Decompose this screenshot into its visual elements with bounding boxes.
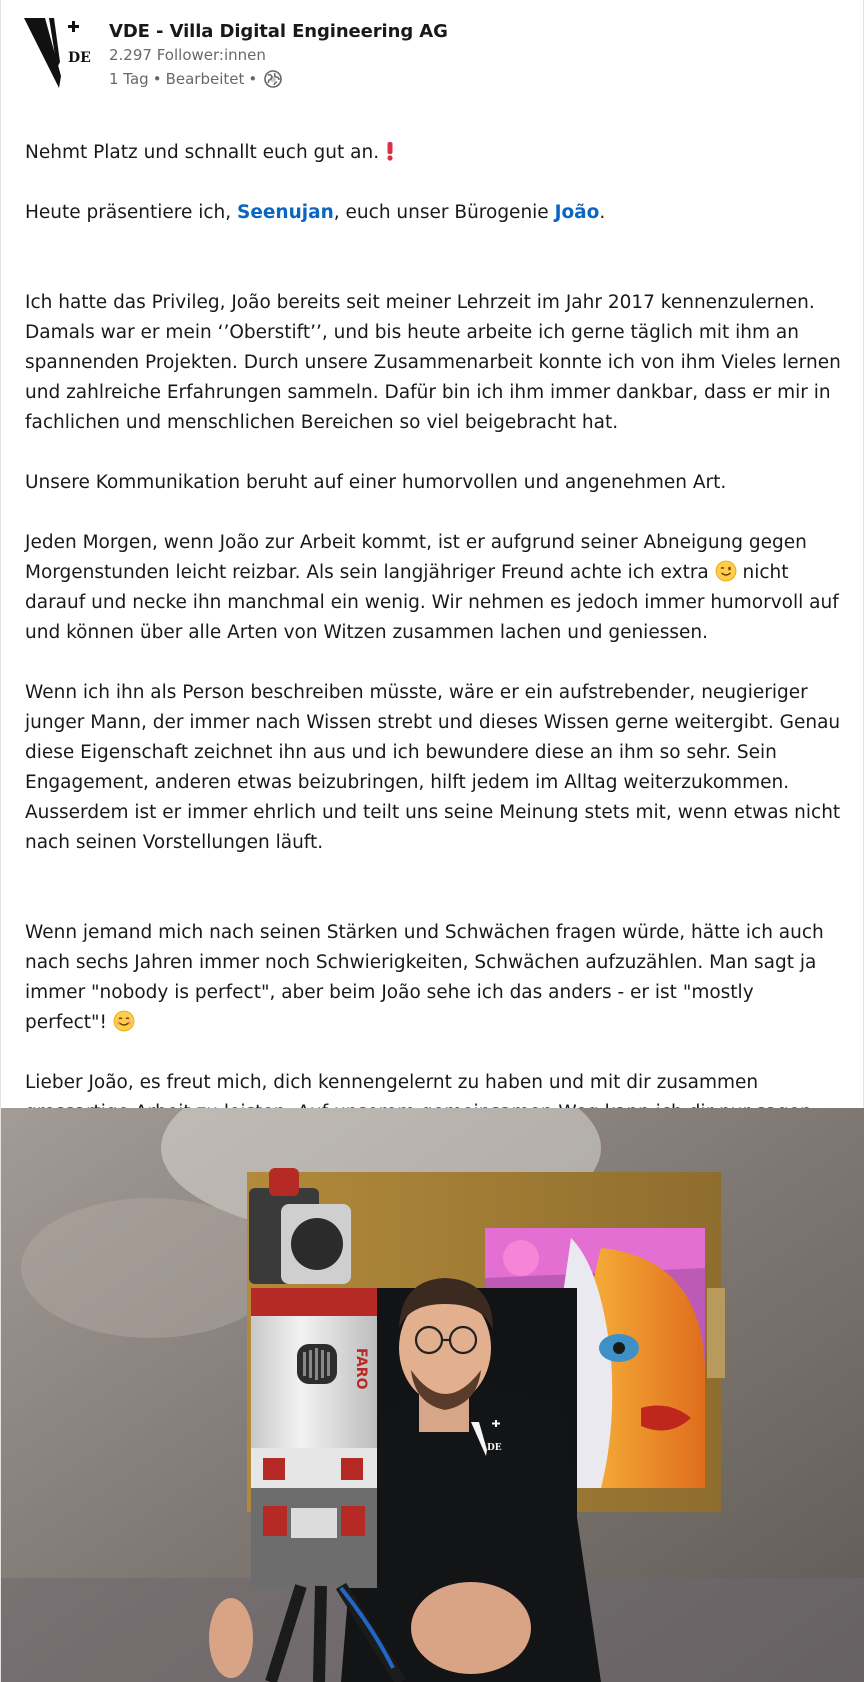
post-image[interactable] — [1, 1108, 864, 1682]
paragraph-3: Wenn ich ihn als Person beschreiben müsste, wäre er ein aufstrebender, neugieriger junger Mann, der immer nach Wissen strebt und dieses Wissen gerne weitergibt. Genau diese Eigenschaft zeichnet ihn aus und ich bewundere diese an ihm so sehr. Sein Engagement, anderen etwas beizubringen, hilft jedem im Alltag weiterzukommen. Ausserdem ist er immer ehrlich und teilt uns seine Meinung stets mit, wenn etwas nicht nach seinen Vorstellungen läuft. — [25, 682, 841, 853]
paragraph-1: Ich hatte das Privileg, João bereits seit meiner Lehrzeit im Jahr 2017 kennenzulernen. Damals war er mein ‘’Oberstift’’, und bis heute arbeite ich gerne täglich mit ihm an spannenden Projekten. Durch unsere Zusammenarbeit konnte ich von ihm Vieles lernen und zahlreiche Erfahrungen sammeln. Dafür bin ich ihm immer dankbar, dass er mir in fachlichen und menschlichen Bereichen so viel beigebracht hat. — [25, 292, 841, 433]
winking-face-emoji-icon — [715, 560, 737, 582]
company-logo[interactable] — [23, 16, 93, 90]
photo-illustration — [1, 1108, 864, 1682]
company-info — [109, 21, 448, 91]
follower-count: 2.297 Follower:innen — [109, 46, 266, 64]
meta-separator: • — [248, 70, 258, 88]
paragraph-2a: Unsere Kommunikation beruht auf einer humorvollen und angenehmen Art. — [25, 472, 727, 493]
post-time: 1 Tag — [109, 70, 149, 88]
edited-label: Bearbeitet — [165, 70, 245, 88]
mention-joao[interactable]: João — [554, 202, 600, 223]
logo-text: DE — [68, 50, 91, 66]
post-meta — [109, 67, 448, 91]
paragraph-5: Lieber João, es freut mich, dich kennengelernt zu haben und mit dir zusammen — [25, 1072, 759, 1093]
post-text — [25, 108, 841, 1248]
paragraph-2b: Jeden Morgen, wenn João zur Arbeit kommt, ist er aufgrund seiner Abneigung gegen Morgenstunden leicht reizbar. Als sein langjähriger Freund achte ich extra nicht darauf und necke ihn manchmal ein wenig. Wir nehmen es jedoch immer humorvoll auf und können über alle Arten von Witzen zusammen lachen und geniessen. — [25, 532, 839, 643]
meta-separator: • — [152, 70, 162, 88]
company-name[interactable]: VDE - Villa Digital Engineering AG — [109, 21, 448, 42]
svg-text:DE: DE — [487, 1443, 502, 1453]
exclamation-emoji-icon — [379, 140, 401, 162]
text-line: Nehmt Platz und schnallt euch gut an. — [25, 108, 841, 168]
paragraph-4: Wenn jemand mich nach seinen Stärken und Schwächen fragen würde, hätte ich auch nach sechs Jahren immer noch Schwierigkeiten, Schwächen aufzuzählen. Man sagt ja immer "nobody is perfect", aber beim João sehe ich das anders - er ist "mostly perfect"! — [25, 922, 824, 1033]
vde-logo-icon — [23, 16, 93, 90]
globe-icon — [263, 69, 283, 89]
post-header — [23, 14, 843, 98]
smiling-face-emoji-icon — [113, 1010, 135, 1032]
mention-seenujan[interactable]: Seenujan — [237, 202, 334, 223]
text-line: Heute präsentiere ich, Seenujan, euch unser Bürogenie João. — [25, 202, 606, 223]
scanner-brand: FARO — [353, 1348, 369, 1390]
